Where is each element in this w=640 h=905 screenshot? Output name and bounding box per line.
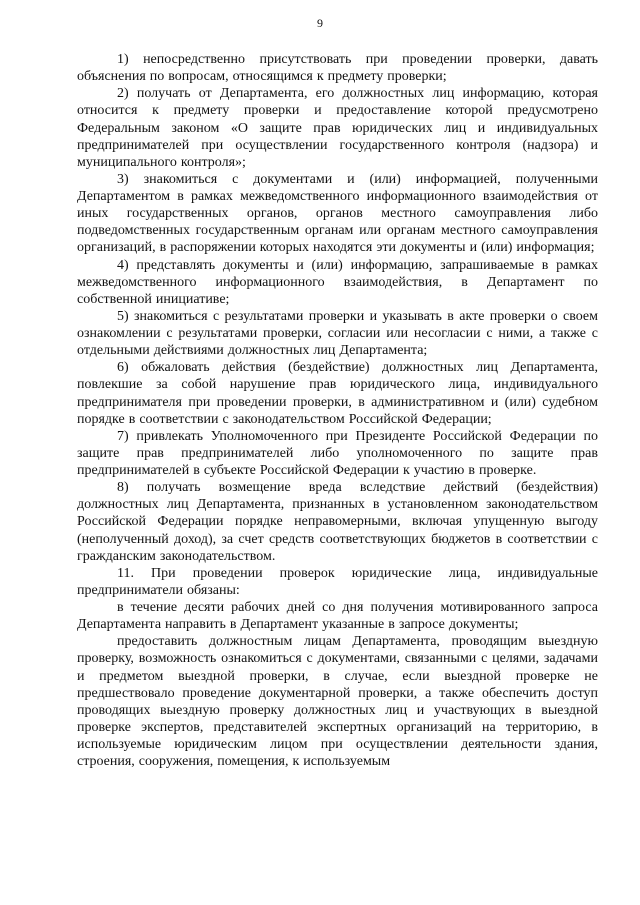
- paragraph-right-7: 7) привлекать Уполномоченного при Президенте Российской Федерации по защите прав предпринимателей либо уполномоченного по защите прав предпринимателей в субъекте Российской Федерации к участию в проверке.: [77, 428, 598, 478]
- paragraph-right-3: 3) знакомиться с документами и (или) информацией, полученными Департаментом в рамках межведомственного информационного взаимодействия от иных государственных органов, органов местного самоуправления либо подведомственных государственным органам или органам местного самоуправления организаций, в распоряжении которых находятся эти документы и (или) информация;: [77, 171, 598, 256]
- paragraph-right-2: 2) получать от Департамента, его должностных лиц информацию, которая относится к предмету проверки и предоставление которой предусмотрено Федеральным законом «О защите прав юридических лиц и индивидуальных предпринимателей при осуществлении государственного контроля (надзора) и муниципального контроля»;: [77, 86, 598, 170]
- paragraph-right-6: 6) обжаловать действия (бездействие) должностных лиц Департамента, повлекшие за собой нарушение прав юридического лица, индивидуального предпринимателя при проведении проверки, в административном и (или) судебном порядке в соответствии с законодательством Российской Федерации;: [77, 360, 598, 427]
- paragraph-obligation-documents: в течение десяти рабочих дней со дня получения мотивированного запроса Департамента направить в Департамент указанные в запросе документы;: [77, 600, 598, 633]
- page-number: 9: [317, 16, 323, 30]
- paragraph-right-5: 5) знакомиться с результатами проверки и указывать в акте проверки о своем ознакомлении с результатами проверки, согласии или несогласии с ними, а также с отдельными действиями должностных лиц Департамента;: [77, 308, 598, 359]
- paragraph-section-11: 11. При проведении проверок юридические лица, индивидуальные предприниматели обязаны:: [77, 565, 598, 598]
- paragraph-obligation-access: предоставить должностным лицам Департамента, проводящим выездную проверку, возможность ознакомиться с документами, связанными с целями, задачами и предметом выездной проверки, в случае, если выездной проверке не предшествовало проведение документарной проверки, а также обеспечить доступ проводящих выездную проверку должностных лиц и участвующих в выездной проверке экспертов, представителей экспертных организаций на территорию, в используемые юридическим лицом при осуществлении деятельности здания, строения, сооружения, помещения, к используемым: [77, 634, 598, 770]
- paragraph-right-4: 4) представлять документы и (или) информацию, запрашиваемые в рамках межведомственного информационного взаимодействия, в Департамент по собственной инициативе;: [77, 257, 598, 307]
- paragraph-right-1: 1) непосредственно присутствовать при проведении проверки, давать объяснения по вопросам, относящимся к предмету проверки;: [77, 52, 598, 85]
- document-body: [77, 51, 598, 770]
- paragraph-right-8: 8) получать возмещение вреда вследствие действий (бездействия) должностных лиц Департамента, признанных в установленном законодательством Российской Федерации порядке неправомерными, включая упущенную выгоду (неполученный доход), за счет средств соответствующих бюджетов в соответствии с гражданским законодательством.: [77, 480, 598, 564]
